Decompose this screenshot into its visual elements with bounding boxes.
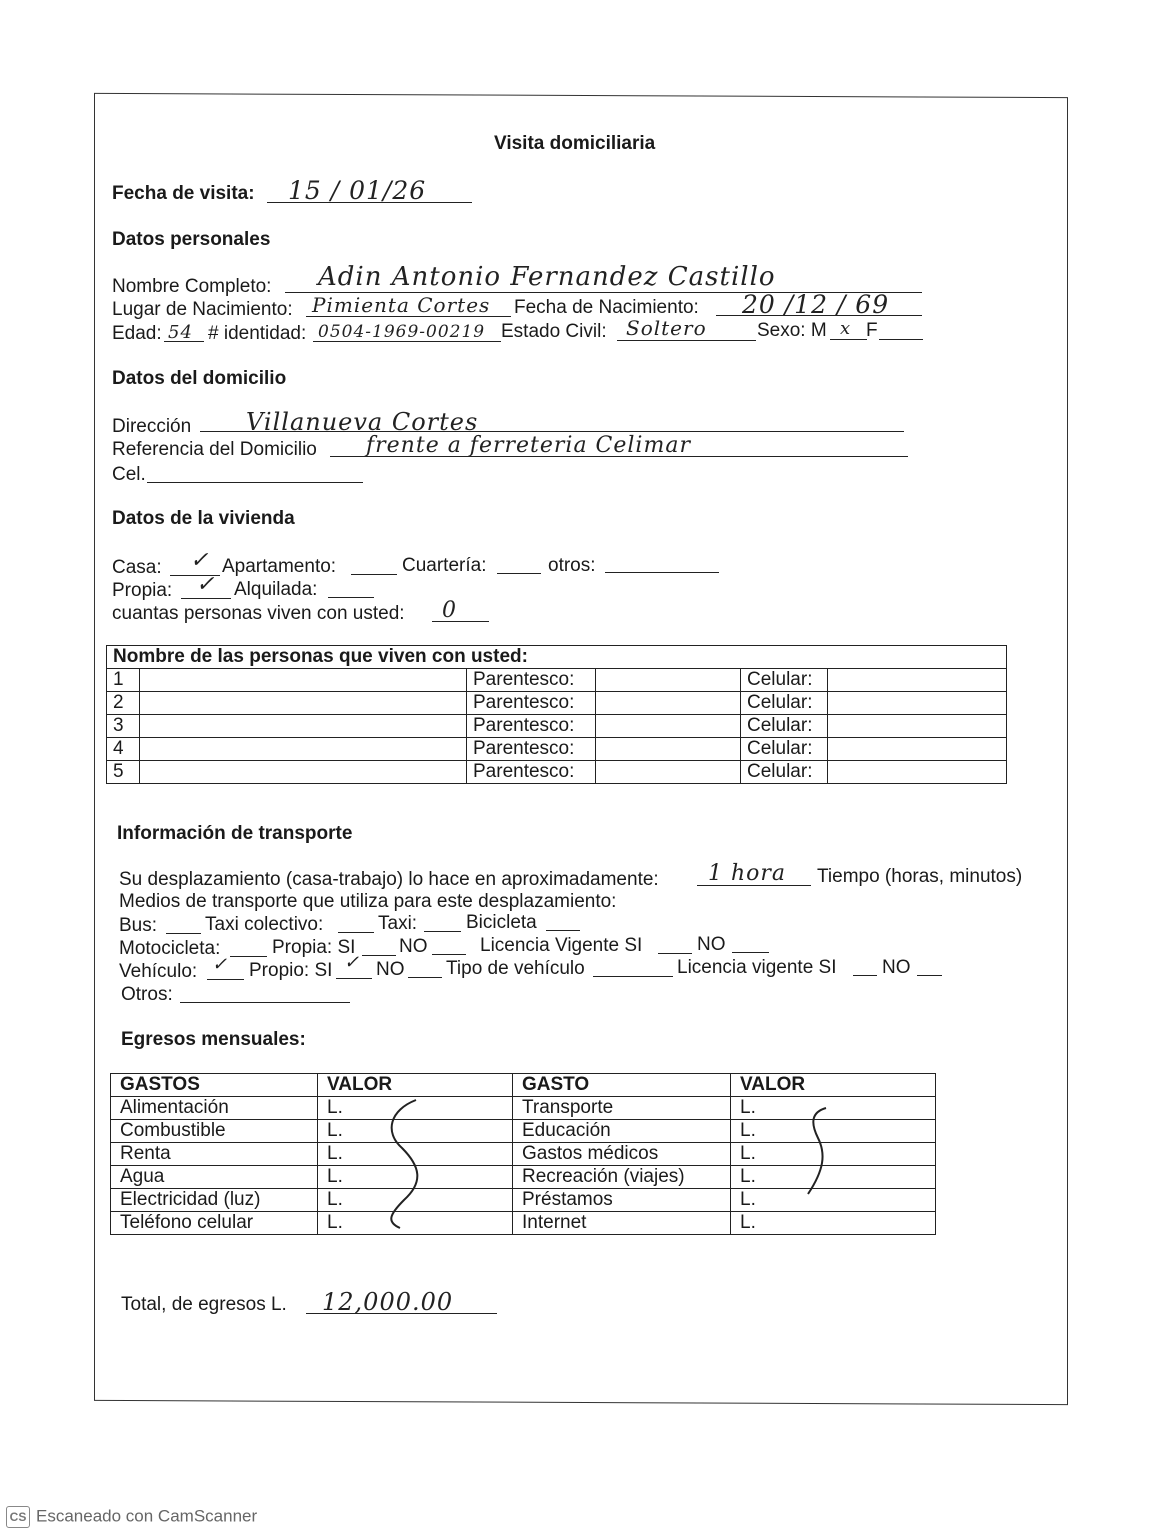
id-label: # identidad: — [208, 323, 307, 344]
col-valor: VALOR — [318, 1074, 513, 1097]
row-number: 5 — [107, 761, 140, 784]
transport-heading: Información de transporte — [117, 823, 353, 844]
apartamento-label: Apartamento: — [222, 556, 337, 577]
moto-licencia-label: Licencia Vigente SI — [480, 935, 643, 956]
veh-licencia-no-line — [917, 975, 942, 976]
celular-label — [741, 738, 1007, 761]
birthplace-label: Lugar de Nacimiento: — [112, 299, 293, 320]
persons-value[interactable]: 0 — [442, 598, 457, 623]
camscanner-logo-icon: CS — [6, 1506, 30, 1528]
propio-si-line — [336, 978, 372, 979]
vehiculo-mark[interactable]: ✓ — [212, 954, 229, 975]
table-row — [107, 669, 1007, 692]
celular-label — [741, 692, 1007, 715]
taxi-label: Taxi: — [378, 913, 418, 934]
expense-value[interactable]: L. — [318, 1097, 513, 1120]
person-name-cell[interactable] — [140, 669, 467, 692]
propia-mark[interactable]: ✓ — [196, 572, 216, 597]
taxi-colectivo-line — [338, 932, 374, 933]
expense-value[interactable]: L. — [731, 1120, 936, 1143]
vehiculo-label: Vehículo: — [119, 961, 198, 982]
celular-text: Celular: — [747, 669, 813, 690]
dwelling-heading: Datos de la vivienda — [112, 508, 295, 529]
row-number: 2 — [107, 692, 140, 715]
parentesco-label: Parentesco: — [467, 738, 596, 761]
alquilada-label: Alquilada: — [234, 579, 318, 600]
bus-line — [166, 933, 201, 934]
expenses-heading: Egresos mensuales: — [121, 1029, 306, 1050]
row-number: 4 — [107, 738, 140, 761]
parentesco-cell[interactable] — [596, 738, 741, 761]
propio-mark[interactable]: ✓ — [344, 952, 361, 973]
celular-text: Celular: — [747, 738, 813, 759]
cuarteria-label: Cuartería: — [402, 555, 487, 576]
celular-text: Celular: — [747, 761, 813, 782]
expense-value[interactable]: L. — [318, 1120, 513, 1143]
expense-name: Recreación (viajes) — [513, 1166, 731, 1189]
veh-licencia-si-line — [853, 975, 877, 976]
means-label: Medios de transporte que utiliza para este desplazamiento: — [119, 891, 617, 912]
expense-value[interactable]: L. — [318, 1143, 513, 1166]
page-title: Visita domiciliaria — [494, 133, 656, 154]
celular-cell[interactable] — [827, 692, 988, 714]
birthdate-value[interactable]: 20 /12 / 69 — [742, 290, 890, 319]
taxi-line — [424, 931, 461, 932]
parentesco-label: Parentesco: — [467, 692, 596, 715]
col-valor-2: VALOR — [731, 1074, 936, 1097]
scanner-text: Escaneado con CamScanner — [36, 1506, 258, 1526]
age-value[interactable]: 54 — [168, 322, 193, 343]
expense-name: Alimentación — [111, 1097, 318, 1120]
cuarteria-line — [497, 573, 541, 574]
expense-value[interactable]: L. — [731, 1212, 936, 1235]
expense-value[interactable]: L. — [731, 1166, 936, 1189]
sex-m-line — [830, 339, 867, 340]
people-table-title: Nombre de las personas que viven con usted: — [107, 646, 1007, 669]
propio-no-label: NO — [376, 959, 405, 980]
otros-line — [605, 572, 719, 573]
people-table — [106, 645, 1007, 784]
celular-cell[interactable] — [827, 715, 988, 737]
row-number: 3 — [107, 715, 140, 738]
expense-value[interactable]: L. — [731, 1097, 936, 1120]
cel-line — [147, 482, 363, 483]
reference-value[interactable]: frente a ferreteria Celimar — [366, 433, 691, 458]
table-row — [107, 761, 1007, 784]
otros-label: otros: — [548, 555, 596, 576]
address-value[interactable]: Villanueva Cortes — [246, 408, 479, 436]
expense-name: Agua — [111, 1166, 318, 1189]
brace-mark-left — [380, 1096, 430, 1231]
celular-label — [741, 761, 1007, 784]
expense-name: Teléfono celular — [111, 1212, 318, 1235]
table-row — [107, 715, 1007, 738]
propia-line — [181, 598, 231, 599]
expense-name: Internet — [513, 1212, 731, 1235]
reference-label: Referencia del Domicilio — [112, 439, 317, 460]
civil-value[interactable]: Soltero — [626, 316, 707, 340]
table-row — [107, 692, 1007, 715]
sex-f-line — [879, 339, 923, 340]
sex-m-mark[interactable]: x — [840, 318, 852, 339]
home-heading: Datos del domicilio — [112, 368, 287, 389]
person-name-cell[interactable] — [140, 692, 467, 715]
col-gastos: GASTOS — [111, 1074, 318, 1097]
col-gasto: GASTO — [513, 1074, 731, 1097]
propia-label: Propia: — [112, 580, 173, 601]
vehiculo-line — [207, 979, 244, 980]
expense-value[interactable]: L. — [318, 1166, 513, 1189]
birthplace-value[interactable]: Pimienta Cortes — [312, 293, 491, 317]
motocicleta-line — [230, 956, 267, 957]
parentesco-label: Parentesco: — [467, 669, 596, 692]
tipo-vehiculo-label: Tipo de vehículo — [446, 958, 585, 979]
casa-mark[interactable]: ✓ — [190, 548, 210, 573]
expense-name: Renta — [111, 1143, 318, 1166]
expense-name: Electricidad (luz) — [111, 1189, 318, 1212]
expense-value[interactable]: L. — [318, 1212, 513, 1235]
parentesco-cell[interactable] — [596, 669, 741, 692]
cel-label: Cel. — [112, 464, 146, 485]
table-row — [107, 738, 1007, 761]
veh-licencia-no-label: NO — [882, 957, 911, 978]
otros-transport-label: Otros: — [121, 984, 173, 1005]
moto-licencia-si-line — [658, 953, 692, 954]
veh-licencia-label: Licencia vigente SI — [677, 957, 837, 978]
moto-no-label: NO — [399, 936, 428, 957]
scanner-footer — [6, 1506, 257, 1528]
expense-name: Combustible — [111, 1120, 318, 1143]
tipo-vehiculo-line — [593, 976, 673, 977]
celular-label — [741, 669, 1007, 692]
motocicleta-label: Motocicleta: — [119, 938, 221, 959]
parentesco-cell[interactable] — [596, 761, 741, 784]
moto-licencia-no-line — [732, 952, 769, 953]
bicicleta-label: Bicicleta — [466, 912, 537, 933]
birthdate-label: Fecha de Nacimiento: — [514, 297, 699, 318]
apartamento-line — [351, 574, 397, 575]
celular-label — [741, 715, 1007, 738]
commute-label: Su desplazamiento (casa-trabajo) lo hace en aproximadamente: — [119, 869, 659, 890]
table-row — [111, 1212, 936, 1235]
bus-label: Bus: — [119, 915, 158, 936]
age-label: Edad: — [112, 323, 162, 344]
parentesco-cell[interactable] — [596, 715, 741, 738]
id-value[interactable]: 0504-1969-00219 — [318, 322, 486, 342]
personal-heading: Datos personales — [112, 229, 271, 250]
moto-si-line — [362, 955, 396, 956]
celular-cell[interactable] — [827, 761, 988, 783]
taxi-colectivo-label: Taxi colectivo: — [205, 914, 324, 935]
moto-licencia-no-label: NO — [697, 934, 726, 955]
expense-name: Préstamos — [513, 1189, 731, 1212]
row-number: 1 — [107, 669, 140, 692]
casa-label: Casa: — [112, 557, 162, 578]
expenses-header-row — [111, 1074, 936, 1097]
expense-name: Educación — [513, 1120, 731, 1143]
parentesco-label: Parentesco: — [467, 761, 596, 784]
celular-text: Celular: — [747, 715, 813, 736]
people-table-header — [107, 646, 1007, 669]
total-label: Total, de egresos L. — [121, 1294, 287, 1315]
celular-text: Celular: — [747, 692, 813, 713]
expense-value[interactable]: L. — [731, 1189, 936, 1212]
person-name-cell[interactable] — [140, 761, 467, 784]
visit-date-value[interactable]: 15 / 01/26 — [288, 176, 427, 205]
expense-name: Transporte — [513, 1097, 731, 1120]
otros-transport-line — [180, 1002, 350, 1003]
name-value[interactable]: Adin Antonio Fernandez Castillo — [318, 262, 776, 292]
celular-cell[interactable] — [827, 738, 988, 760]
address-label: Dirección — [112, 416, 192, 437]
alquilada-line — [328, 597, 374, 598]
parentesco-cell[interactable] — [596, 692, 741, 715]
expense-value[interactable]: L. — [731, 1143, 936, 1166]
sex-f-label: F — [866, 320, 878, 341]
celular-cell[interactable] — [827, 669, 988, 691]
expense-name: Gastos médicos — [513, 1143, 731, 1166]
sex-label: Sexo: M — [757, 320, 827, 341]
total-value[interactable]: 12,000.00 — [322, 1288, 454, 1316]
person-name-cell[interactable] — [140, 738, 467, 761]
bicicleta-line — [546, 930, 580, 931]
propio-label: Propio: SI — [249, 960, 333, 981]
civil-line — [617, 340, 756, 341]
propio-no-line — [408, 977, 442, 978]
visit-date-label: Fecha de visita: — [112, 183, 255, 204]
brace-mark-right — [800, 1104, 840, 1199]
civil-label: Estado Civil: — [501, 321, 607, 342]
commute-value[interactable]: 1 hora — [708, 861, 787, 886]
commute-unit: Tiempo (horas, minutos) — [817, 866, 1023, 887]
expense-value[interactable]: L. — [318, 1189, 513, 1212]
person-name-cell[interactable] — [140, 715, 467, 738]
persons-label: cuantas personas viven con usted: — [112, 603, 405, 624]
moto-propia-label: Propia: SI — [272, 937, 356, 958]
moto-no-line — [432, 954, 466, 955]
persons-line — [432, 621, 489, 622]
parentesco-label: Parentesco: — [467, 715, 596, 738]
name-label: Nombre Completo: — [112, 276, 272, 297]
